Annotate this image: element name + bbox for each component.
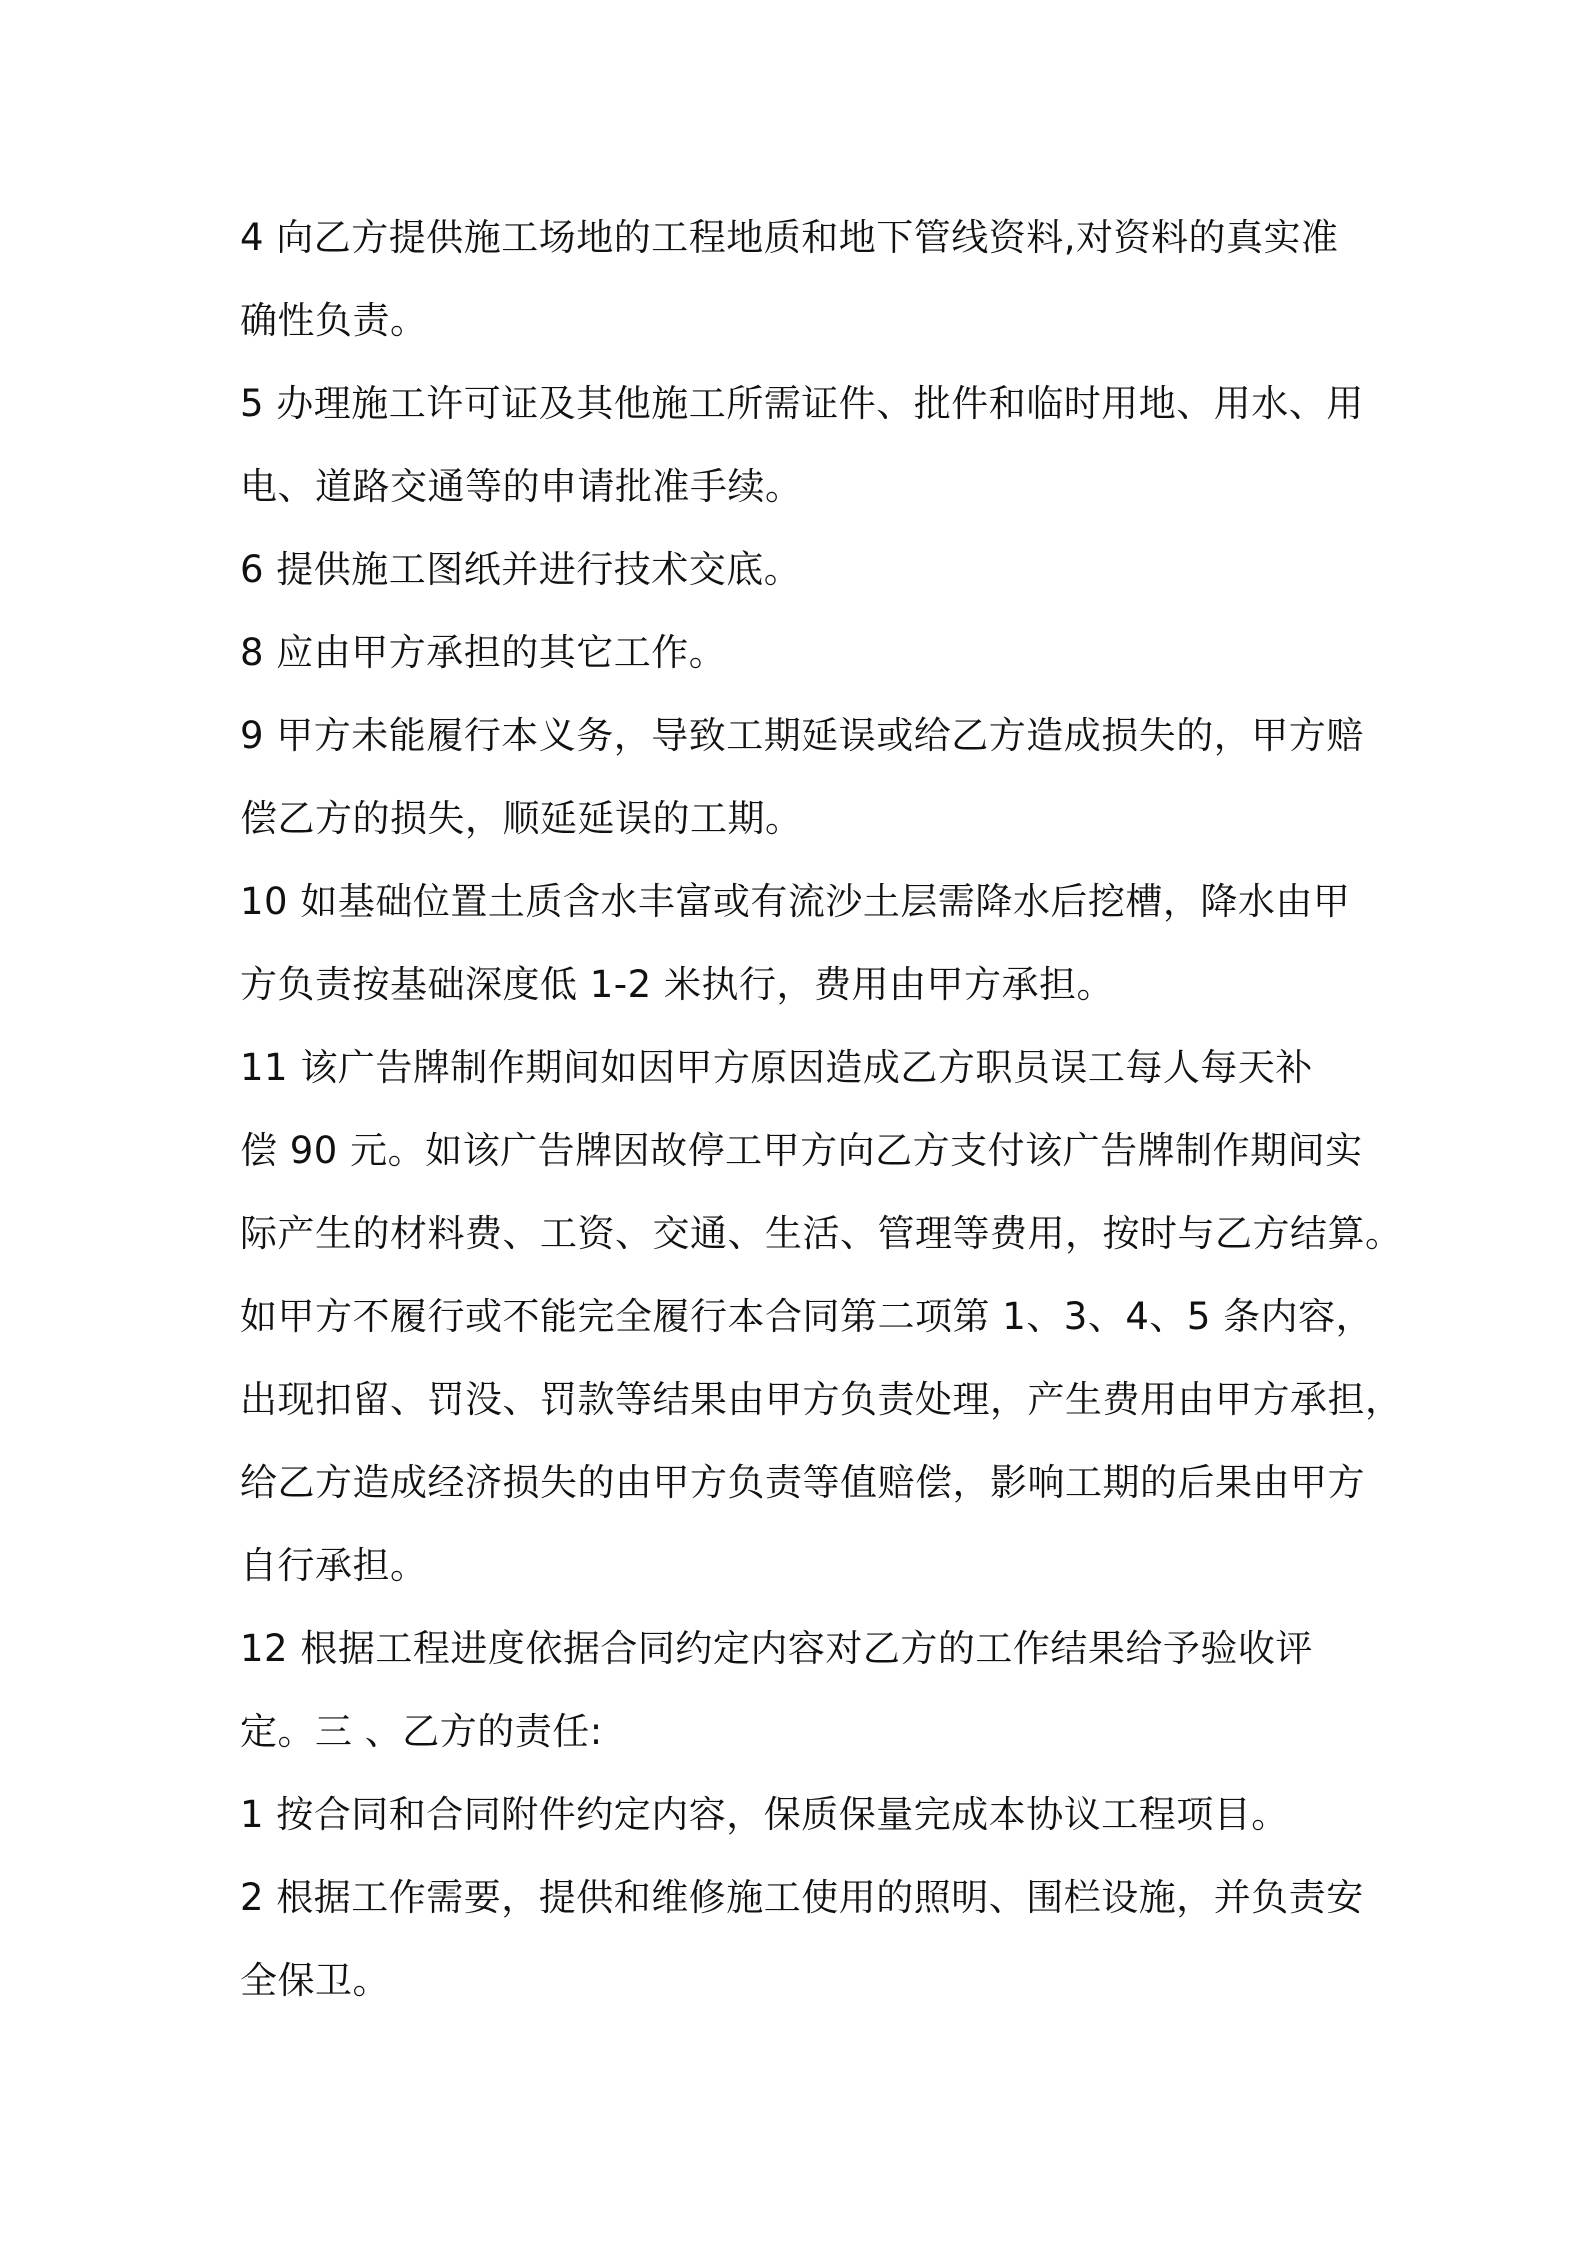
document-body <box>240 196 1403 2022</box>
clause-5 <box>240 362 1364 528</box>
text-line: 自行承担。 <box>240 1544 428 1587</box>
text-line: 电、道路交通等的申请批准手续。 <box>240 465 803 508</box>
text-line: 1 按合同和合同附件约定内容，保质保量完成本协议工程项目。 <box>240 1793 1289 1836</box>
text-line: 全保卫。 <box>240 1959 390 2002</box>
text-line: 11 该广告牌制作期间如因甲方原因造成乙方职员误工每人每天补 <box>240 1046 1313 1089</box>
clause-6 <box>240 528 1360 611</box>
text-line: 6 提供施工图纸并进行技术交底。 <box>240 548 802 591</box>
clause-10 <box>240 860 1360 1026</box>
clause-8 <box>240 611 1360 694</box>
text-line: 确性负责。 <box>240 299 428 342</box>
text-line: 给乙方造成经济损失的由甲方负责等值赔偿，影响工期的后果由甲方 <box>240 1461 1365 1504</box>
text-line: 如甲方不履行或不能完全履行本合同第二项第 1、3、4、5 条内容， <box>240 1295 1374 1338</box>
clause-11 <box>240 1026 1403 1607</box>
party-b-clause-1 <box>240 1773 1360 1856</box>
clause-12 <box>240 1607 1360 1773</box>
text-line: 偿 90 元。如该广告牌因故停工甲方向乙方支付该广告牌制作期间实 <box>240 1129 1363 1172</box>
text-line: 出现扣留、罚没、罚款等结果由甲方负责处理，产生费用由甲方承担， <box>240 1378 1403 1421</box>
text-line: 4 向乙方提供施工场地的工程地质和地下管线资料,对资料的真实准 <box>240 216 1339 259</box>
text-line: 12 根据工程进度依据合同约定内容对乙方的工作结果给予验收评 <box>240 1627 1313 1670</box>
text-line: 10 如基础位置土质含水丰富或有流沙土层需降水后挖槽，降水由甲 <box>240 880 1351 923</box>
text-line: 偿乙方的损失，顺延延误的工期。 <box>240 797 803 840</box>
text-line: 2 根据工作需要，提供和维修施工使用的照明、围栏设施，并负责安 <box>240 1876 1364 1919</box>
text-line: 定。三 、乙方的责任: <box>240 1710 603 1753</box>
text-line: 8 应由甲方承担的其它工作。 <box>240 631 727 674</box>
text-line: 9 甲方未能履行本义务，导致工期延误或给乙方造成损失的，甲方赔 <box>240 714 1364 757</box>
text-line: 5 办理施工许可证及其他施工所需证件、批件和临时用地、用水、用 <box>240 382 1364 425</box>
clause-9 <box>240 694 1364 860</box>
text-line: 际产生的材料费、工资、交通、生活、管理等费用，按时与乙方结算。 <box>240 1212 1403 1255</box>
party-b-clause-2 <box>240 1856 1364 2022</box>
text-line: 方负责按基础深度低 1-2 米执行，费用由甲方承担。 <box>240 963 1114 1006</box>
clause-4 <box>240 196 1360 362</box>
